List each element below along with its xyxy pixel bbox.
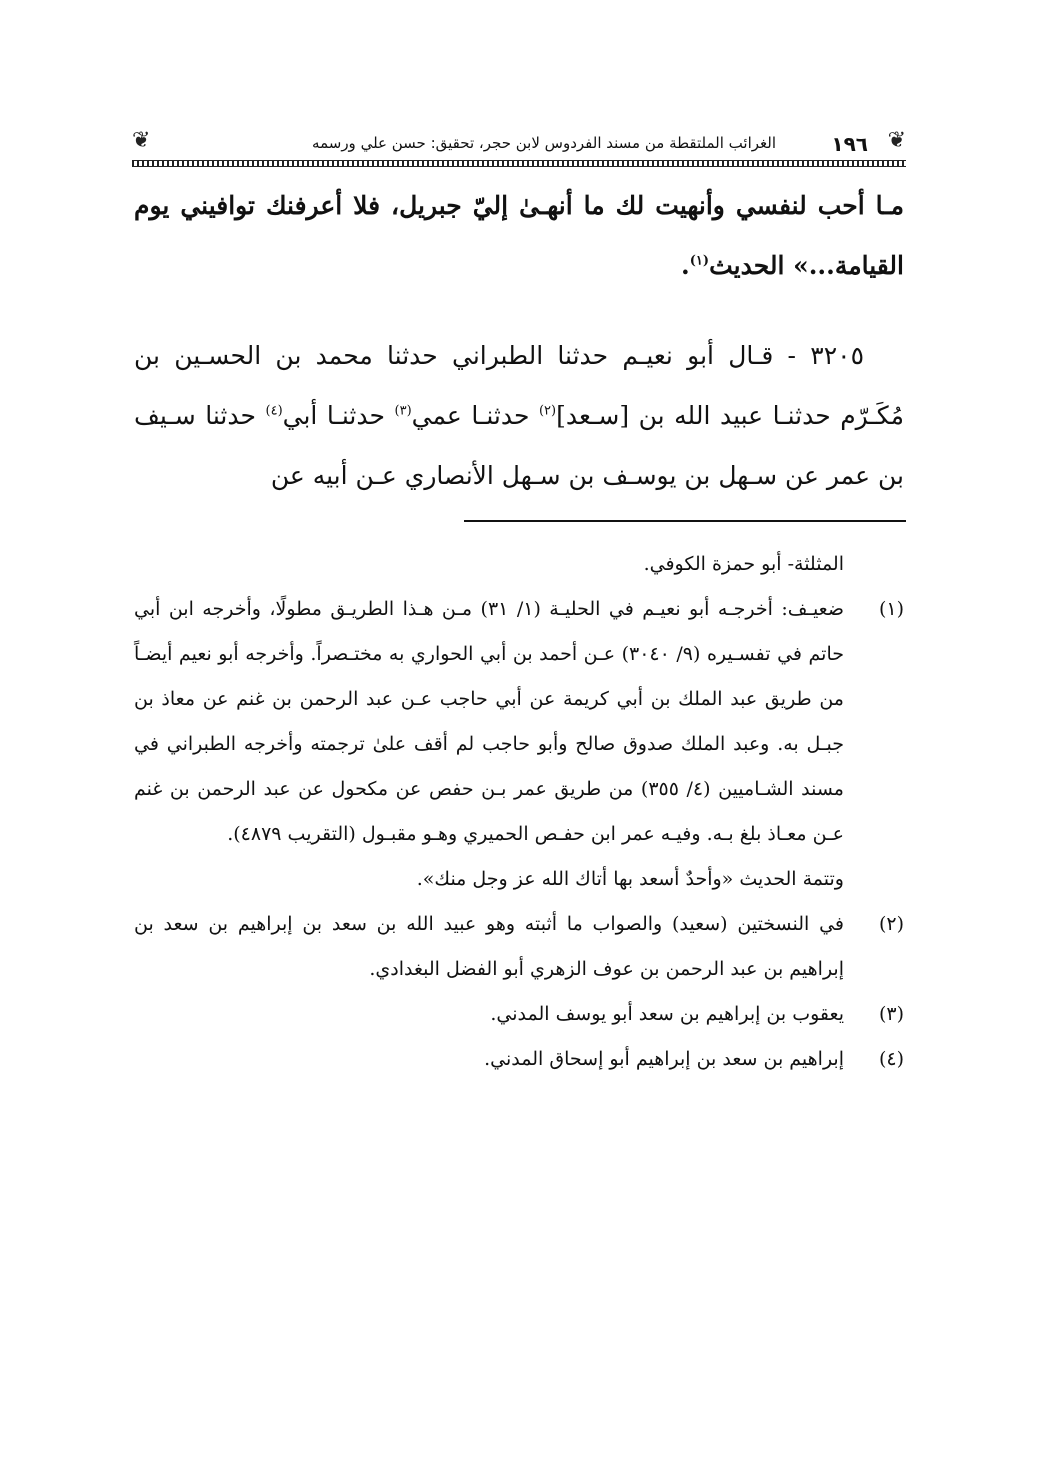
footnote-ref-1[interactable]: (١) [689, 253, 710, 269]
footnote-text: في النسختين (سعيد) والصواب ما أثبته وهو عبيد الله بن سعد بن إبراهيم بن سعد بن إبراهيم بن عبد الرحمن بن عوف الزهري أبو الفضل البغدادي. [134, 913, 844, 980]
main-paragraph-1-text: مـا أحب لنفسي وأنهيت لك ما أنهـىٰ إليّ جبريل، فلا أعرفنك توافيني يوم القيامة...» الحديث [134, 191, 904, 280]
running-header [132, 126, 906, 162]
footnote-number: (١) [878, 598, 904, 620]
hadith-text-seg4: حدثنا سـيف بن عمر عن سـهل بن يوسـف بن سـهل الأنصاري عـن أبيه عن [134, 401, 904, 490]
footnote-number: (٢) [878, 913, 904, 935]
footnote-extra-text: وتتمة الحديث «وأحدٌ أسعد بها أتاك الله عز وجل منك». [416, 868, 844, 890]
footnote-ref-2[interactable]: (٢) [538, 403, 557, 419]
running-title: الغرائب الملتقطة من مسند الفردوس لابن حجر، تحقيق: حسن علي ورسمه [312, 134, 776, 152]
footnote-separator [464, 520, 906, 522]
footnote-ref-3[interactable]: (٣) [394, 403, 412, 419]
footnote-item [134, 992, 904, 1037]
hadith-3205-paragraph [134, 326, 904, 506]
footnote-continuation: المثلثة- أبو حمزة الكوفي. [643, 553, 844, 575]
footnote-text: يعقوب بن إبراهيم بن سعد أبو يوسف المدني. [490, 1003, 844, 1025]
footnote-text: ضعيـف: أخرجـه أبو نعيـم في الحليـة (١/ ٣١) مـن هـذا الطريـق مطولًا، وأخرجه ابن أبي حاتم في تفسـيره (٩/ ٣٠٤٠) عـن أحمد بن أبي الحواري به مختـصراً. وأخرجه أبو نعيم أيضـاً من طريق عبد الملك بن أبي كريمة عن أبي حاجب عـن عبد الرحمن بن غنم عن معاذ بن جبـل به. وعبد الملك صدوق صالح وأبو حاجب لم أقف علىٰ ترجمته وأخرجه الطبراني في مسند الشـاميين (٤/ ٣٥٥) من طريق عمر بـن حفص عن مكحول عن عبد الرحمن بن غنم عـن معـاذ بلغ بـه. وفيـه عمر ابن حفـص الحميري وهـو مقبـول (التقريب ٤٨٧٩). [134, 598, 844, 845]
footnote-number: (٤) [878, 1048, 904, 1070]
hadith-text-seg2: حدثنـا عمي [411, 401, 539, 430]
main-paragraph-continuation [134, 176, 904, 296]
footnotes-section [134, 542, 904, 1082]
hadith-text-seg3: حدثنـا أبي [282, 401, 395, 430]
page-number: ١٩٦ [831, 132, 868, 156]
footnote-item [134, 902, 904, 992]
header-ornament-left-icon: ❦ [132, 128, 151, 153]
header-ornament-right-icon: ❦ [887, 128, 906, 153]
footnote-ref-4[interactable]: (٤) [265, 403, 283, 419]
footnote-item [134, 587, 904, 902]
footnote-text: إبراهيم بن سعد بن إبراهيم أبو إسحاق المدني. [484, 1048, 844, 1070]
footnote-item [134, 1037, 904, 1082]
footnote-number: (٣) [878, 1003, 904, 1025]
header-chain-rule [132, 160, 906, 167]
main-paragraph-1-end: . [681, 251, 690, 280]
hadith-text-seg1: ٣٢٠٥ - قـال أبو نعيـم حدثنا الطبراني حدثنا محمد بن الحسـين بن مُكَـرّم حدثنـا عبيد الله بن [سـعد] [134, 341, 904, 430]
